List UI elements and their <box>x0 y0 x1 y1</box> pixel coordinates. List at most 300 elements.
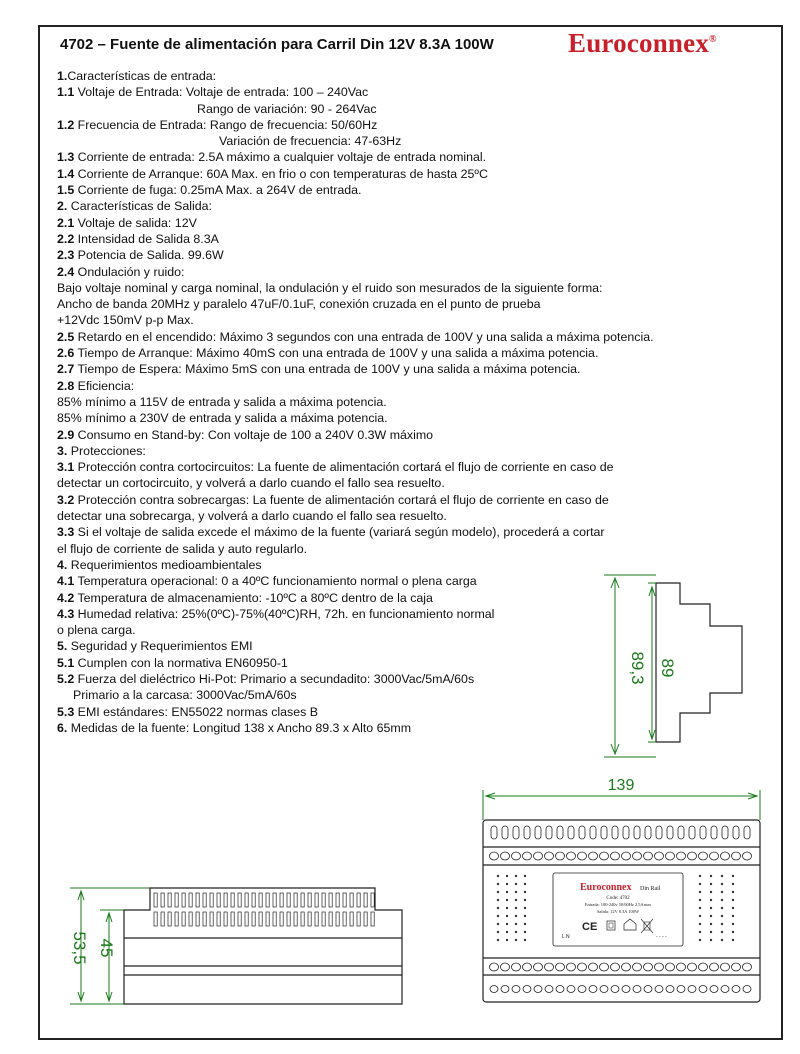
spec-text: Temperatura de almacenamiento: -10ºC a 80ºC dentro de la caja <box>74 590 433 605</box>
spec-text: Cumplen con la normativa EN60950-1 <box>74 655 288 670</box>
vent-dot <box>515 891 517 893</box>
vent-slot <box>678 826 684 839</box>
top-vent-slot <box>287 893 290 907</box>
spec-number: 6. <box>57 720 68 735</box>
vent-slot <box>590 826 596 839</box>
top-vent-slot <box>273 893 276 907</box>
label-input: Entrada: 100-240v 50/60Hz 2.5Amax <box>584 902 652 907</box>
top-vent-slot <box>343 912 346 926</box>
top-vent-slot <box>308 912 311 926</box>
top-vent-slot <box>161 912 164 926</box>
top-vent-slot <box>203 912 206 926</box>
terminal-screw-top <box>523 852 532 860</box>
top-vent-slot <box>371 912 374 926</box>
top-vent-slots <box>154 893 374 926</box>
top-vent-slot <box>189 893 192 907</box>
terminal-screw-top <box>611 852 620 860</box>
spec-text: Corriente de Arranque: 60A Max. en frio o con temperaturas de hasta 25ºC <box>74 166 488 181</box>
vent-hole-bottom <box>622 986 630 993</box>
spec-number: 1.2 <box>57 117 75 132</box>
spec-number: 2.4 <box>57 264 75 279</box>
vent-dot <box>710 883 712 885</box>
vent-dot <box>524 915 526 917</box>
spec-text: Fuerza del dieléctrico Hi-Pot: Primario a secundadito: 3000Vac/5mA/60s <box>74 671 475 686</box>
vent-dot <box>506 883 508 885</box>
spec-text: 85% mínimo a 115V de entrada y salida a máxima potencia. <box>57 394 387 409</box>
top-inner-dimension: 45 <box>97 938 116 958</box>
spec-number: 3.2 <box>57 492 75 507</box>
terminal-screw-top <box>677 852 686 860</box>
top-vent-slot <box>161 893 164 907</box>
vent-dot <box>710 939 712 941</box>
top-vent-slot <box>287 912 290 926</box>
spec-text: Primario a la carcasa: 3000Vac/5mA/60s <box>73 688 297 703</box>
vent-dot <box>710 931 712 933</box>
top-vent-slot <box>322 893 325 907</box>
top-vent-slot <box>252 893 255 907</box>
vent-hole-bottom <box>578 986 586 993</box>
terminal-screw-top <box>688 852 697 860</box>
vent-dot <box>721 883 723 885</box>
vent-dot <box>710 923 712 925</box>
vent-dot <box>524 923 526 925</box>
terminal-screw-top <box>721 852 730 860</box>
vent-slot <box>733 826 739 839</box>
vent-hole-bottom <box>567 986 575 993</box>
vent-slot <box>546 826 552 839</box>
terminal-screw-top <box>578 852 587 860</box>
top-vent-slot <box>259 912 262 926</box>
vent-slot <box>667 826 673 839</box>
spec-text: Bajo voltaje nominal y carga nominal, la ondulación y el ruido son mesurados de la siguiente forma: <box>57 280 603 295</box>
terminal-screw-bottom <box>490 963 499 971</box>
terminal-screw-bottom <box>732 963 741 971</box>
terminal-screw-top <box>644 852 653 860</box>
terminal-screw-top <box>512 852 521 860</box>
top-vent-slot <box>231 893 234 907</box>
vent-slot <box>557 826 563 839</box>
top-vent-slot <box>203 893 206 907</box>
terminal-screw-bottom <box>545 963 554 971</box>
terminal-screw-bottom <box>523 963 532 971</box>
vent-slot <box>579 826 585 839</box>
top-vent-slot <box>175 893 178 907</box>
top-vent-slot <box>217 893 220 907</box>
vent-dot <box>497 875 499 877</box>
spec-text: Si el voltaje de salida excede el máximo de la fuente (variará según modelo), procederá a cortar <box>74 525 605 540</box>
terminal-screw-top <box>589 852 598 860</box>
double-insulation-icon <box>607 921 615 930</box>
terminal-screw-bottom <box>611 963 620 971</box>
vent-dot <box>506 899 508 901</box>
brand-name: Euroconnex <box>568 28 710 58</box>
vent-dot <box>721 915 723 917</box>
spec-number: 2.3 <box>57 248 75 263</box>
top-vent-slot <box>315 893 318 907</box>
spec-number: 4.3 <box>57 606 75 621</box>
terminal-screw-top <box>501 852 510 860</box>
spec-number: 2.7 <box>57 362 75 377</box>
vent-hole-bottom <box>523 986 531 993</box>
vent-slot <box>656 826 662 839</box>
vent-slot <box>744 826 750 839</box>
vent-slot <box>601 826 607 839</box>
top-vent-slot <box>154 912 157 926</box>
spec-number: 5.3 <box>57 704 75 719</box>
terminal-screw-bottom <box>622 963 631 971</box>
terminal-screw-top <box>710 852 719 860</box>
vent-dot <box>497 915 499 917</box>
vent-dot <box>515 899 517 901</box>
vent-dot <box>732 931 734 933</box>
vent-dot <box>497 899 499 901</box>
spec-text: Voltaje de salida: 12V <box>74 215 197 230</box>
vent-dot <box>524 939 526 941</box>
vent-dot <box>524 875 526 877</box>
label-output: Salida: 12V 8.3A 100W <box>596 909 640 914</box>
top-vent-slot <box>231 912 234 926</box>
vent-dot <box>699 915 701 917</box>
spec-text: Temperatura operacional: 0 a 40ºC funcionamiento normal o plena carga <box>74 574 477 589</box>
spec-number: 2.1 <box>57 215 75 230</box>
spec-number: 2.5 <box>57 329 75 344</box>
top-vent-slot <box>154 893 157 907</box>
vent-hole-bottom <box>743 986 751 993</box>
spec-number: 1.1 <box>57 85 75 100</box>
vent-dot <box>497 907 499 909</box>
front-width-dimension <box>483 790 760 820</box>
vent-hole-bottom <box>501 986 509 993</box>
spec-text: Ancho de banda 20MHz y paralelo 47uF/0.1uF, conexión cruzada en el punto de prueba <box>57 297 541 312</box>
spec-number: 4.1 <box>57 574 75 589</box>
top-vent-slot <box>210 893 213 907</box>
vent-dot <box>699 923 701 925</box>
spec-text: el flujo de corriente de salida y auto regularlo. <box>57 541 308 556</box>
spec-number: 1.5 <box>57 183 75 198</box>
top-vent-slot <box>266 893 269 907</box>
vent-hole-bottom <box>512 986 520 993</box>
terminal-screw-top <box>534 852 543 860</box>
label-dashes: - - - - <box>656 934 667 940</box>
top-outer-dimension: 53,5 <box>70 931 89 965</box>
top-vent-slot <box>301 912 304 926</box>
terminal-screw-bottom <box>699 963 708 971</box>
terminal-screw-bottom <box>589 963 598 971</box>
spec-text: Retardo en el encendido: Máximo 3 segundos con una entrada de 100V y una salida a máxima potencia. <box>74 329 654 344</box>
vent-dot <box>732 891 734 893</box>
vent-slot <box>513 826 519 839</box>
vent-hole-bottom <box>490 986 498 993</box>
top-vent-slot <box>238 912 241 926</box>
top-vent-slot <box>224 912 227 926</box>
top-vent-slot <box>259 893 262 907</box>
vent-slot <box>722 826 728 839</box>
spec-text: Medidas de la fuente: Longitud 138 x Ancho 89.3 x Alto 65mm <box>67 720 412 735</box>
terminal-screw-bottom <box>567 963 576 971</box>
terminal-screw-bottom <box>600 963 609 971</box>
vent-hole-bottom <box>611 986 619 993</box>
spec-number: 2. <box>57 199 68 214</box>
vent-hole-bottom <box>589 986 597 993</box>
side-outer-dimension: 89,3 <box>628 651 647 685</box>
spec-text: Potencia de Salida. 99.6W <box>74 248 224 263</box>
top-vent-slot <box>343 893 346 907</box>
top-vent-slot <box>294 893 297 907</box>
vent-dot <box>699 875 701 877</box>
top-vent-slot <box>336 912 339 926</box>
terminal-screw-top <box>699 852 708 860</box>
spec-text: Características de Salida: <box>67 199 212 214</box>
spec-text: Seguridad y Requerimientos EMI <box>67 639 253 654</box>
vent-dot <box>506 915 508 917</box>
spec-text: Frecuencia de Entrada: Rango de frecuencia: 50/60Hz <box>74 117 378 132</box>
vent-hole-bottom <box>721 986 729 993</box>
terminal-screw-bottom <box>721 963 730 971</box>
spec-number: 5. <box>57 639 68 654</box>
vent-dot <box>699 883 701 885</box>
vent-slot <box>645 826 651 839</box>
terminal-screw-bottom <box>655 963 664 971</box>
vent-dot <box>699 939 701 941</box>
vent-slot <box>491 826 497 839</box>
vent-dot <box>721 891 723 893</box>
top-vent-slot <box>210 912 213 926</box>
label-terminals: L N <box>562 934 570 940</box>
vent-hole-bottom <box>534 986 542 993</box>
spec-text: Requerimientos medioambientales <box>67 557 262 572</box>
top-vent-slot <box>175 912 178 926</box>
vent-dot <box>732 939 734 941</box>
vent-hole-bottom <box>666 986 674 993</box>
top-vent-slot <box>350 912 353 926</box>
spec-text: 85% mínimo a 230V de entrada y salida a máxima potencia. <box>57 411 388 426</box>
top-vent-slot <box>273 912 276 926</box>
top-vent-slot <box>301 893 304 907</box>
indoor-use-icon <box>624 919 636 930</box>
terminal-screw-top <box>743 852 752 860</box>
vent-dot <box>506 891 508 893</box>
spec-text: Eficiencia: <box>74 378 135 393</box>
vent-hole-bottom <box>545 986 553 993</box>
top-vent-slot <box>245 912 248 926</box>
side-inner-dimension: 89 <box>658 658 677 678</box>
vent-dot <box>732 923 734 925</box>
vent-hole-bottom <box>688 986 696 993</box>
spec-text: Corriente de entrada: 2.5A máximo a cualquier voltaje de entrada nominal. <box>74 150 487 165</box>
spec-text: detectar un cortocircuito, y volverá a darlo cuando el fallo sea resuelto. <box>57 476 445 491</box>
label-brand: Euroconnex <box>580 882 632 893</box>
vent-dot <box>497 923 499 925</box>
terminal-screw-top <box>600 852 609 860</box>
spec-text: +12Vdc 150mV p-p Max. <box>57 313 194 328</box>
terminal-screw-top <box>490 852 499 860</box>
vent-dot <box>699 891 701 893</box>
spec-text: Tiempo de Espera: Máximo 5mS con una entrada de 100V y una salida a máxima potencia. <box>74 362 581 377</box>
vent-dot <box>721 899 723 901</box>
terminal-screw-bottom <box>688 963 697 971</box>
vent-dot <box>515 915 517 917</box>
vent-hole-bottom <box>710 986 718 993</box>
vent-dot <box>732 875 734 877</box>
vent-dot <box>732 915 734 917</box>
top-vent-slot <box>280 893 283 907</box>
top-vent-slot <box>364 893 367 907</box>
vent-slot <box>502 826 508 839</box>
terminal-screw-top <box>732 852 741 860</box>
spec-text: Tiempo de Arranque: Máximo 40mS con una entrada de 100V y una salida a máxima potencia. <box>74 346 599 361</box>
terminal-screw-bottom <box>633 963 642 971</box>
vent-dot <box>524 907 526 909</box>
vent-hole-bottom <box>732 986 740 993</box>
spec-number: 2.8 <box>57 378 75 393</box>
top-vent-slot <box>308 893 311 907</box>
terminal-screw-bottom <box>501 963 510 971</box>
weee-bin-icon <box>641 919 653 933</box>
terminal-screw-bottom <box>710 963 719 971</box>
vent-slot <box>535 826 541 839</box>
terminal-screw-bottom <box>677 963 686 971</box>
vent-slot <box>568 826 574 839</box>
terminal-screw-bottom <box>644 963 653 971</box>
top-vent-slot <box>336 893 339 907</box>
vent-dot <box>721 907 723 909</box>
vent-hole-bottom <box>633 986 641 993</box>
spec-text: Corriente de fuga: 0.25mA Max. a 264V de entrada. <box>74 183 362 198</box>
terminal-screw-bottom <box>666 963 675 971</box>
ce-mark-icon: CE <box>582 921 598 933</box>
vent-dot <box>497 931 499 933</box>
top-vent-slot <box>329 893 332 907</box>
top-vent-slot <box>238 893 241 907</box>
top-vent-slot <box>182 893 185 907</box>
spec-number: 1. <box>57 69 68 83</box>
vent-slot <box>700 826 706 839</box>
vent-dot <box>721 939 723 941</box>
vent-dot <box>506 875 508 877</box>
terminal-screw-bottom <box>578 963 587 971</box>
top-vent-slot <box>294 912 297 926</box>
top-vent-slot <box>245 893 248 907</box>
vent-dot <box>721 875 723 877</box>
spec-text: Humedad relativa: 25%(0ºC)-75%(40ºC)RH, 72h. en funcionamiento normal <box>74 606 495 621</box>
vent-dot <box>732 907 734 909</box>
terminal-screw-top <box>655 852 664 860</box>
top-vent-slot <box>168 912 171 926</box>
vent-dot <box>710 907 712 909</box>
vent-dot <box>515 939 517 941</box>
vent-dot <box>515 907 517 909</box>
vent-dot <box>710 915 712 917</box>
vent-dot <box>524 899 526 901</box>
vent-dot <box>710 899 712 901</box>
label-code: Code: 4702 <box>606 896 630 901</box>
vent-hole-bottom <box>556 986 564 993</box>
vent-dot <box>497 939 499 941</box>
vent-slot <box>689 826 695 839</box>
top-vent-slot <box>196 893 199 907</box>
vent-dot <box>515 931 517 933</box>
spec-text: Rango de variación: 90 - 264Vac <box>197 101 377 116</box>
vent-slot <box>711 826 717 839</box>
vent-slot <box>612 826 618 839</box>
vent-hole-bottom <box>677 986 685 993</box>
top-vent-slot <box>217 912 220 926</box>
top-vent-slot <box>350 893 353 907</box>
terminal-screw-top <box>622 852 631 860</box>
spec-number: 5.2 <box>57 671 75 686</box>
vent-slot <box>634 826 640 839</box>
terminal-screw-bottom <box>743 963 752 971</box>
vent-dot <box>515 883 517 885</box>
vent-slot <box>524 826 530 839</box>
terminal-screw-top <box>567 852 576 860</box>
top-vent-slot <box>224 893 227 907</box>
spec-text: Protección contra cortocircuitos: La fuente de alimentación cortará el flujo de corriente en caso de <box>74 460 614 475</box>
spec-text: Protecciones: <box>67 443 146 458</box>
vent-dot <box>699 931 701 933</box>
vent-hole-bottom <box>644 986 652 993</box>
vent-dot <box>699 907 701 909</box>
vent-dot <box>506 907 508 909</box>
spec-number: 4.2 <box>57 590 75 605</box>
spec-number: 5.1 <box>57 655 75 670</box>
spec-text: Voltaje de Entrada: Voltaje de entrada: 100 – 240Vac <box>74 85 369 100</box>
spec-number: 3.1 <box>57 460 75 475</box>
spec-number: 3. <box>57 443 68 458</box>
document-title: 4702 – Fuente de alimentación para Carril Din 12V 8.3A 100W <box>60 36 494 53</box>
vent-dot <box>506 939 508 941</box>
top-vent-slot <box>357 912 360 926</box>
product-label <box>562 882 667 940</box>
registered-mark: ® <box>709 34 717 45</box>
top-vent-slot <box>168 893 171 907</box>
terminal-screw-bottom <box>556 963 565 971</box>
vent-dot <box>710 875 712 877</box>
spec-number: 2.6 <box>57 346 75 361</box>
vent-dot <box>721 923 723 925</box>
label-product: Din Rail <box>640 886 661 892</box>
spec-text: Protección contra sobrecargas: La fuente de alimentación cortará el flujo de corriente en caso de <box>74 492 609 507</box>
vent-dot <box>524 891 526 893</box>
vent-dot <box>699 899 701 901</box>
vent-dot <box>710 891 712 893</box>
vent-dot <box>497 883 499 885</box>
spec-number: 4. <box>57 557 68 572</box>
vent-dot <box>497 891 499 893</box>
front-width-value: 139 <box>607 777 635 794</box>
spec-number: 1.4 <box>57 166 75 181</box>
vent-dot <box>732 899 734 901</box>
terminal-screw-top <box>545 852 554 860</box>
vent-dot <box>515 875 517 877</box>
top-vent-slot <box>364 912 367 926</box>
vent-dot <box>506 931 508 933</box>
spec-number: 1.3 <box>57 150 75 165</box>
spec-number: 2.9 <box>57 427 75 442</box>
spec-text: Intensidad de Salida 8.3A <box>74 231 219 246</box>
vent-dot <box>732 883 734 885</box>
vent-dot <box>515 923 517 925</box>
top-vent-slot <box>357 893 360 907</box>
terminal-screw-top <box>633 852 642 860</box>
vent-hole-bottom <box>655 986 663 993</box>
top-vent-slot <box>329 912 332 926</box>
top-vent-slot <box>252 912 255 926</box>
vent-hole-bottom <box>699 986 707 993</box>
top-vent-slot <box>371 893 374 907</box>
vent-dot <box>524 883 526 885</box>
spec-text: detectar una sobrecarga, y volverá a darlo cuando el fallo sea resuelto. <box>57 509 447 524</box>
